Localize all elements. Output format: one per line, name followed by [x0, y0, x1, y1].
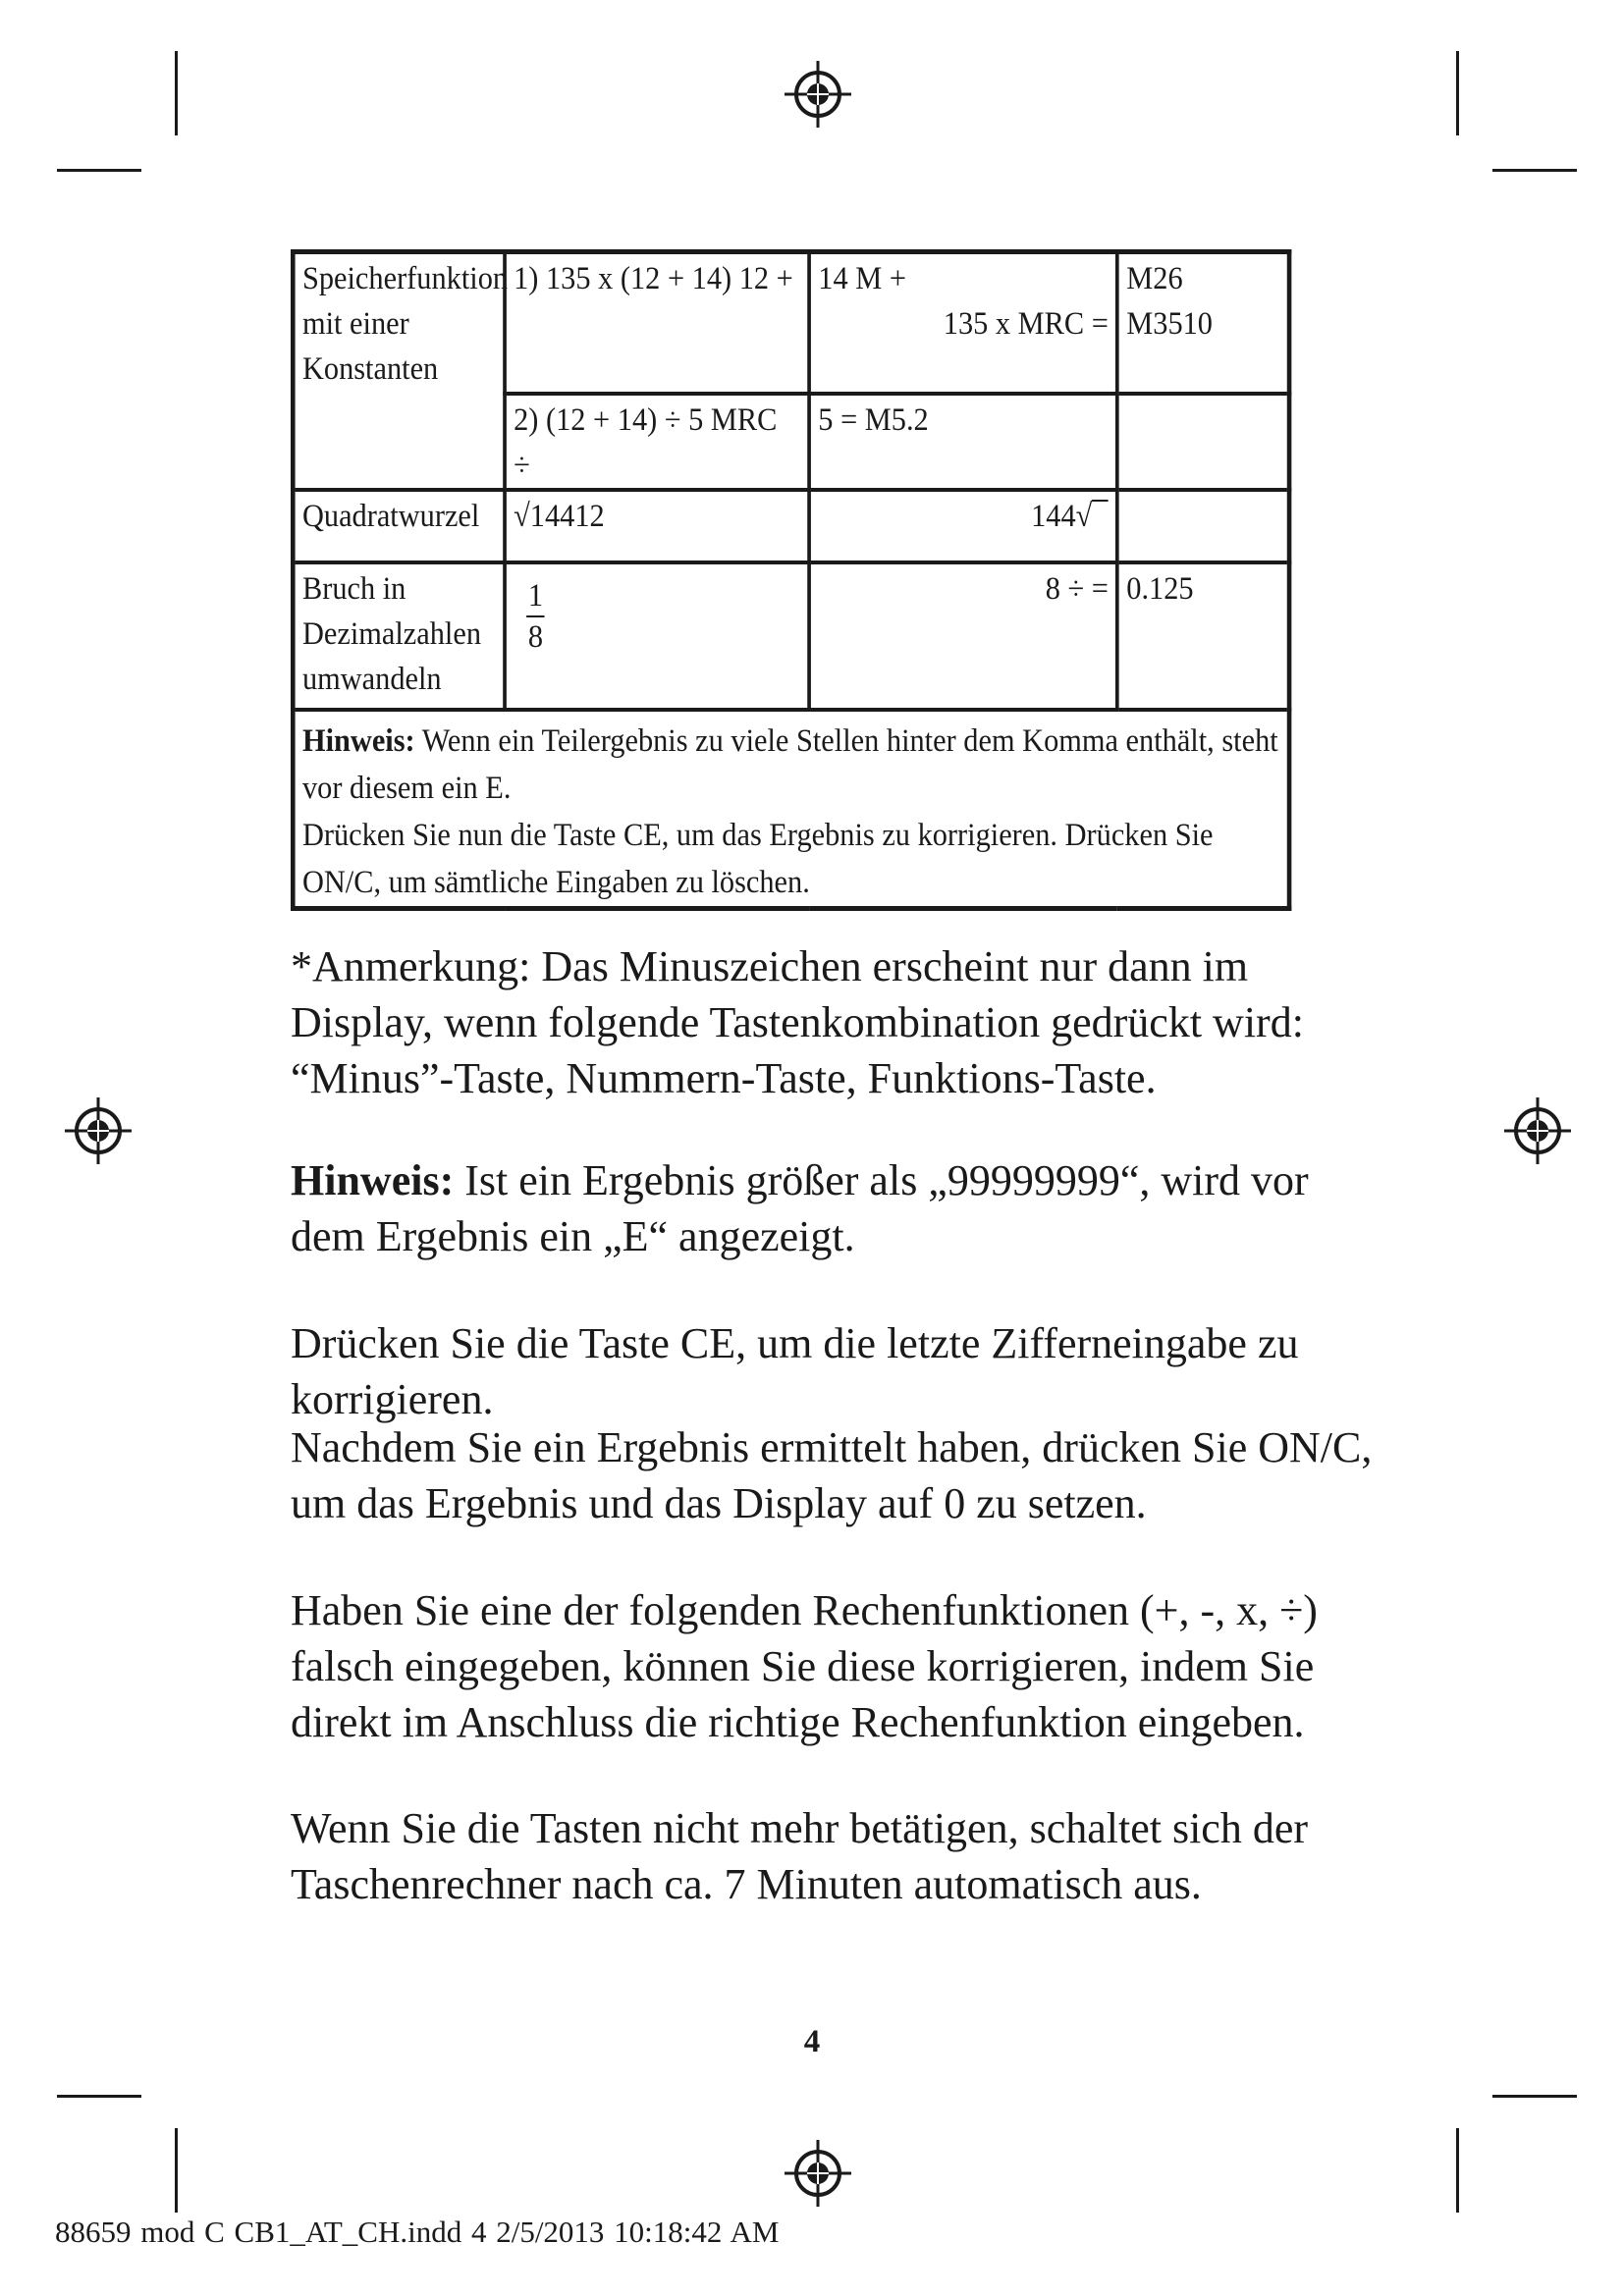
crop-mark-bottom-right-vertical [1456, 2128, 1459, 2213]
table-cell-label: Quadratwurzel [293, 490, 505, 562]
anmerkung-paragraph: *Anmerkung: Das Minuszeichen erscheint nur dann im Display, wenn folgende Tastenkombination gedrückt wird: “Minus”-Taste, Nummern-Taste, Funktions-Taste. [291, 942, 1304, 1102]
sqrt-overline [1092, 500, 1109, 527]
keys-line: 144√ [1031, 498, 1093, 534]
rechenfunktion-paragraph: Haben Sie eine der folgenden Rechenfunktionen (+, -, x, ÷) falsch eingegeben, können Sie diese korrigieren, indem Sie direkt im Anschluss die richtige Rechenfunktion eingeben. [291, 1586, 1318, 1746]
hinweis-paragraph [291, 1152, 1390, 1264]
registration-target-icon [59, 1092, 137, 1170]
table-note [293, 710, 1289, 909]
table-cell-keys [809, 252, 1117, 394]
ce-paragraph: Drücken Sie die Taste CE, um die letzte Zifferneingabe zu korrigieren. [291, 1319, 1299, 1423]
table-cell-input: 2) (12 + 14) ÷ 5 MRC ÷ [505, 394, 809, 490]
table-cell-result: 0.125 [1117, 562, 1289, 710]
hinweis-text: Ist ein Ergebnis größer als „99999999“, wird vor dem Ergebnis ein „E“ angezeigt. [291, 1156, 1309, 1260]
table-cell-keys: 8 ÷ = [809, 562, 1117, 710]
table-cell-label: Speicherfunktion mit einer Konstanten [293, 252, 505, 490]
calculation-examples-table [291, 249, 1291, 911]
table-cell-label: Bruch in Dezimalzahlen umwandeln [293, 562, 505, 710]
note-text: Wenn ein Teilergebnis zu viele Stellen hinter dem Komma enthält, steht vor diesem ein E. [301, 722, 1278, 806]
crop-mark-top-left-vertical [175, 51, 178, 135]
crop-mark-bottom-left-vertical [175, 2128, 178, 2213]
table-cell-keys [809, 490, 1117, 562]
crop-mark-bottom-left-horizontal [57, 2095, 141, 2098]
result-line: M3510 [1126, 306, 1213, 342]
note-label: Hinweis: [301, 722, 415, 759]
table-cell-input: 1) 135 x (12 + 14) 12 + [505, 252, 809, 394]
table-row [293, 490, 1289, 562]
hinweis-label: Hinweis: [291, 1156, 455, 1204]
crop-mark-top-right-horizontal [1492, 169, 1577, 172]
table-cell-keys: 5 = M5.2 [809, 394, 1117, 490]
table-cell-result [1117, 394, 1289, 490]
table-cell-result [1117, 252, 1289, 394]
onc-paragraph: Nachdem Sie ein Ergebnis ermittelt haben, drücken Sie ON/C, um das Ergebnis und das Display auf 0 zu setzen. [291, 1423, 1373, 1527]
table-cell-input [505, 562, 809, 710]
fraction [526, 576, 545, 657]
fraction-numerator: 1 [526, 576, 545, 617]
crop-mark-top-right-vertical [1456, 51, 1459, 135]
auto-off-paragraph: Wenn Sie die Tasten nicht mehr betätigen, schaltet sich der Taschenrechner nach ca. 7 Minuten automatisch aus. [291, 1804, 1309, 1908]
registration-target-icon [779, 55, 857, 133]
table-row [293, 252, 1289, 394]
fraction-denominator: 8 [527, 618, 544, 655]
keys-line: 135 x MRC = [943, 306, 1109, 342]
print-slug: 88659 mod C CB1_AT_CH.indd 4 2/5/2013 10:18:42 AM [55, 2215, 780, 2249]
sqrt-result: 12 [574, 498, 605, 534]
crop-mark-top-left-horizontal [57, 169, 141, 172]
table-cell-input [505, 490, 809, 562]
registration-target-icon [1498, 1092, 1577, 1170]
keys-line: 14 M + [818, 261, 906, 296]
crop-mark-bottom-right-horizontal [1492, 2095, 1577, 2098]
table-row [293, 562, 1289, 710]
table-cell-result [1117, 490, 1289, 562]
result-line: M26 [1126, 261, 1183, 296]
table-row [293, 710, 1289, 909]
sqrt-expression: √144 [514, 498, 575, 534]
page-number: 4 [803, 2024, 821, 2059]
registration-target-icon [779, 2134, 857, 2213]
note-text: Drücken Sie nun die Taste CE, um das Ergebnis zu korrigieren. Drücken Sie ON/C, um sämtliche Eingaben zu löschen. [301, 817, 1214, 900]
